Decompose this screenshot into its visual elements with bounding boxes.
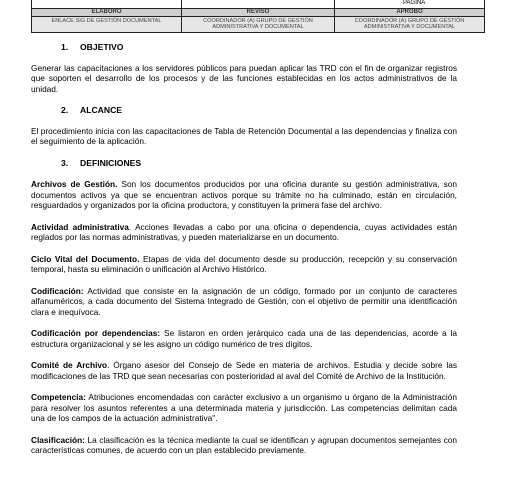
header-reviso-value: COORDINADOR (A) GRUPO DE GESTIÓN ADMINISTRATIVA Y DOCUMENTAL [182,17,335,33]
document-body [31,36,457,456]
section-number: 2. [61,105,69,115]
header-reviso-label: REVISO [182,9,335,17]
definition-actividad-administrativa [31,222,457,243]
section-heading-alcance [31,105,457,116]
header-label-row [32,9,485,17]
document-header-table [31,0,485,33]
definition-term: Clasificación: [31,434,85,445]
definition-text: . Acciones llevadas a cabo por una oficina o dependencia, cuyas actividades están reglados por las normas administrativas, y pueden materializarse en un documento. [31,221,457,242]
definition-archivos-de-gestion [31,179,457,211]
definition-term: Codificación: [31,285,84,296]
definition-text: Etapas de vida del documento desde su producción, recepción y su conservación temporal, hasta su eliminación o unificación al Archivo Histórico. [31,253,458,274]
definition-text: Se listaron en orden jerárquico cada una de las dependencias, acorde a la estructura organizacional y se les asigno un código numérico de tres dígitos. [31,328,458,349]
definition-term: Ciclo Vital del Documento. [31,253,140,264]
definition-term: Archivos de Gestión. [31,179,118,189]
header-elaboro-value: ENLACE SIG DE GESTIÓN DOCUMENTAL [32,17,182,33]
definition-codificacion [31,286,457,318]
definition-text: La clasificación es la técnica mediante la cual se identifican y agrupan documentos semejantes con características comunes, de acuerdo con un plan establecido previamente. [31,434,457,455]
header-aprobo-label: APROBO [335,9,485,17]
definition-clasificacion [31,435,457,456]
definition-text: Son los documentos producidos por una oficina durante su gestión administrativa, son documentos activos ya que se encuentran activos porque su trámite no ha culminado, están en circulación, resguardados y organizados por la oficina productora, y constituyen la primera fase del archivo. [31,179,457,210]
definition-ciclo-vital [31,254,457,275]
definition-text: Atribuciones encomendadas con carácter exclusivo a un organismo u órgano de la Administración para resolver los asuntos referentes a una determinada materia y jurisdicción. Las competencias delimitan cada una de los campos de la actuación administrativa". [31,392,457,423]
definition-codificacion-dependencias [31,328,457,349]
section-number: 3. [61,157,69,168]
definition-text: Actividad que consiste en la asignación de un código, formado por un conjunto de caracteres alfanuméricos, a cada documento del Sistema Integrado de Gestión, con el objetivo de permitir una identificación clara e inequívoca. [31,285,457,317]
section-title: OBJETIVO [80,42,124,52]
section-title: ALCANCE [80,105,123,115]
header-page-label: PAGINA [335,0,485,9]
definition-term: Comité de Archivo [31,360,108,370]
header-blank-cell [182,0,335,9]
section-heading-objetivo [31,42,457,53]
section-number: 1. [61,42,69,52]
header-aprobo-value: COORDINADOR (A) GRUPO DE GESTIÓN ADMINISTRATIVA Y DOCUMENTAL [335,17,485,33]
alcance-paragraph: El procedimiento inicia con las capacitaciones de Tabla de Retención Documental a las dependencias y finaliza con el seguimiento de la aplicación. [31,125,457,146]
definition-term: Competencia: [31,392,86,402]
section-title: DEFINICIONES [80,157,142,168]
definition-competencia [31,392,457,424]
header-value-row [32,17,485,33]
objetivo-paragraph: Generar las capacitaciones a los servidores públicos para puedan aplicar las TRD con el fin de organizar registros que soporten el desarrollo de los procesos y de las funciones establecidas en los actos administrativos de la unidad. [31,62,457,94]
definition-comite-de-archivo [31,360,457,381]
header-elaboro-label: ELABORO [32,9,182,17]
definition-term: Actividad administrativa [31,221,129,232]
definition-text: . Órgano asesor del Consejo de Sede en materia de archivos. Estudia y decide sobre las modificaciones de las TRD que sean necesarias con posterioridad al aval del Comité de Archivo de la Institución. [31,360,457,381]
section-heading-definiciones [31,158,457,169]
definition-term: Codificación por dependencias: [31,328,161,338]
header-blank-cell [32,0,182,9]
header-page-row [32,0,485,9]
